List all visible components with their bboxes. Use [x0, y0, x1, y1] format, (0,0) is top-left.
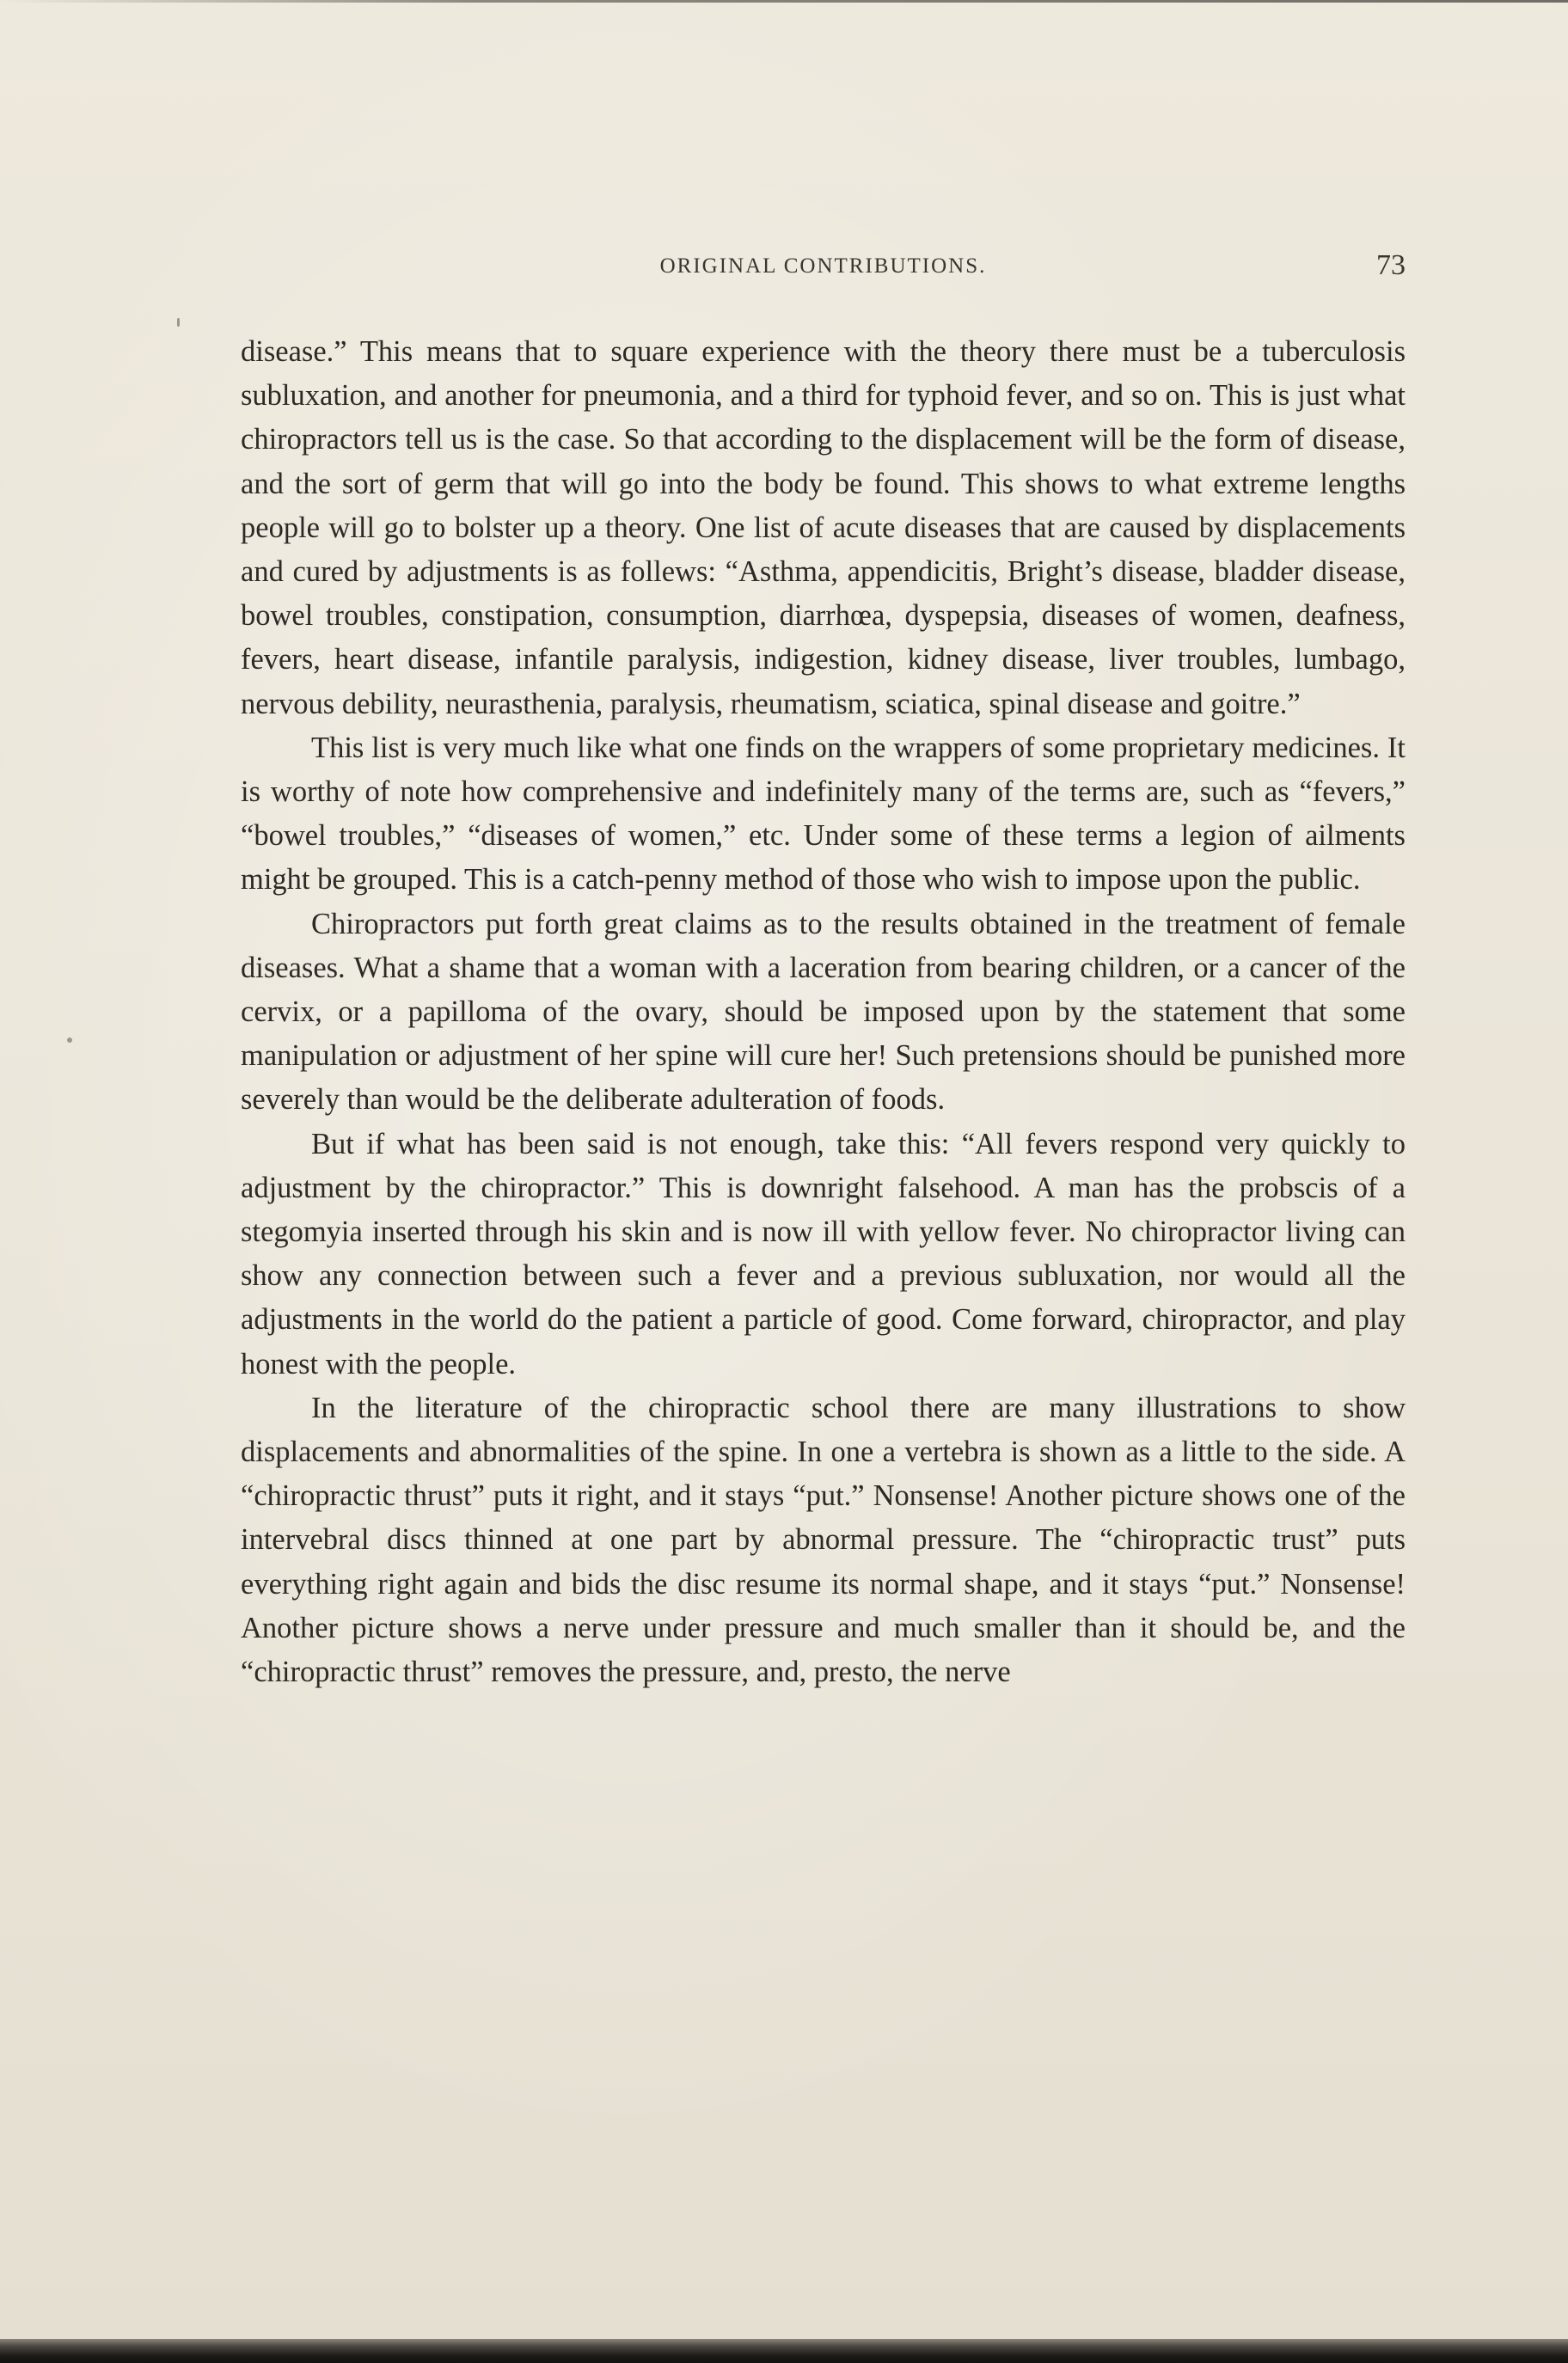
page-top-edge [0, 0, 1568, 3]
paper-speck [67, 1038, 72, 1043]
page-number: 73 [1376, 249, 1406, 281]
page-bottom-edge [0, 2339, 1568, 2363]
paragraph-continued: disease.” This means that to square experience with the theory there must be a tuberculosis subluxation, and another for pneumonia, and a third for typhoid fever, and so on. This is just what chiropractors tell us is the case. So that according to the displacement will be the form of disease, and the sort of germ that will go into the body be found. This shows to what extreme lengths people will go to bolster up a theory. One list of acute diseases that are caused by displacements and cured by adjustments is as follews: “Asthma, appendicitis, Bright’s disease, bladder disease, bowel troubles, constipation, consumption, diarrhœa, dyspepsia, diseases of women, deafness, fevers, heart disease, infantile paralysis, indigestion, kidney disease, liver troubles, lumbago, nervous debility, neurasthenia, paralysis, rheumatism, sciatica, spinal disease and goitre.” [241, 335, 1406, 720]
body-text [241, 330, 1406, 1694]
paper-speck [177, 318, 180, 327]
paragraph: Chiropractors put forth great claims as to the results obtained in the treatment of female diseases. What a shame that a woman with a laceration from bearing children, or a cancer of the cervix, or a papilloma of the ovary, should be imposed upon by the statement that some manipulation or adjustment of her spine will cure her! Such pretensions should be punished more severely than would be the deliberate adulteration of foods. [241, 907, 1406, 1117]
paragraph: In the literature of the chiropractic school there are many illustrations to show displacements and abnormalities of the spine. In one a vertebra is shown as a little to the side. A “chiropractic thrust” puts it right, and it stays “put.” Nonsense! Another picture shows one of the intervebral discs thinned at one part by abnormal pressure. The “chiropractic trust” puts everything right again and bids the disc resume its normal shape, and it stays “put.” Nonsense! Another picture shows a nerve under pressure and much smaller than it should be, and the “chiropractic thrust” removes the pressure, and, presto, the nerve [241, 1391, 1406, 1689]
running-header [241, 249, 1406, 296]
paragraph: But if what has been said is not enough, take this: “All fevers respond very quickly to adjustment by the chiropractor.” This is downright falsehood. A man has the probscis of a stegomyia inserted through his skin and is now ill with yellow fever. No chiropractor living can show any connection between such a fever and a previous subluxation, nor would all the adjustments in the world do the patient a particle of good. Come forward, chiropractor, and play honest with the people. [241, 1127, 1406, 1380]
paragraph: This list is very much like what one finds on the wrappers of some proprietary medicines. It is worthy of note how comprehensive and indefinitely many of the terms are, such as “fevers,” “bowel troubles,” “diseases of women,” etc. Under some of these terms a legion of ailments might be grouped. This is a catch-penny method of those who wish to impose upon the public. [241, 731, 1406, 897]
running-title: ORIGINAL CONTRIBUTIONS. [659, 254, 987, 278]
